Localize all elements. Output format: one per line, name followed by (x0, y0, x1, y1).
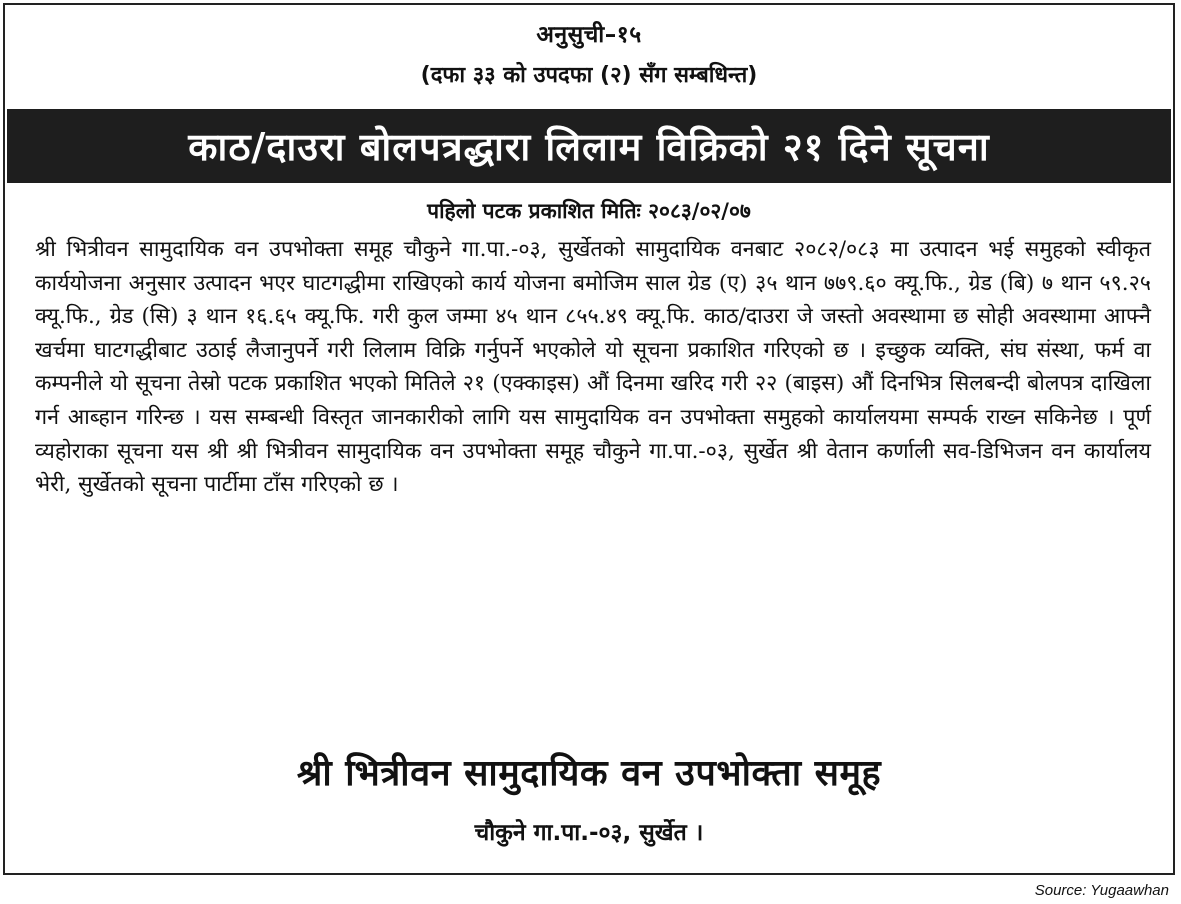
clause-reference: (दफा ३३ को उपदफा (२) सँग सम्बधिन्त) (420, 63, 758, 88)
notice-body: श्री भित्रीवन सामुदायिक वन उपभोक्ता समूह चौकुने गा.पा.-०३, सुर्खेतको सामुदायिक वनबाट २०८२/०८३ मा उत्पादन भई समुहको स्वीकृत कार्ययोजना अनुसार उत्पादन भएर घाटगद्धीमा राखिएको कार्य योजना बमोजिम साल ग्रेड (ए) ३५ थान ७७९.६० क्यू.फि., ग्रेड (बि) ७ थान ५९.२५ क्यू.फि., ग्रेड (सि) ३ थान १६.६५ क्यू.फि. गरी कुल जम्मा ४५ थान ८५५.४९ क्यू.फि. काठ/दाउरा जे जस्तो अवस्थामा छ सोही अवस्थामा आफ्नै खर्चमा घाटगद्धीबाट उठाई लैजानुपर्ने गरी लिलाम विक्रि गर्नुपर्ने भएकोले यो सूचना प्रकाशित गरिएको छ । इच्छुक व्यक्ति, संघ संस्था, फर्म वा कम्पनीले यो सूचना तेस्रो पटक प्रकाशित भएको मितिले २१ (एक्काइस) औं दिनमा खरिद गरी २२ (बाइस) औं दिनभित्र सिलबन्दी बोलपत्र दाखिला गर्न आब्हान गरिन्छ । यस सम्बन्धी विस्तृत जानकारीको लागि यस सामुदायिक वन उपभोक्ता समुहको कार्यालयमा सम्पर्क राख्न सकिनेछ । पूर्ण व्यहोराका सूचना यस श्री श्री भित्रीवन सामुदायिक वन उपभोक्ता समूह चौकुने गा.पा.-०३, सुर्खेत श्री वेतान कर्णाली सव-डिभिजन वन कार्यालय भेरी, सुर्खेतको सूचना पार्टीमा टाँस गरिएको छ । (35, 237, 1151, 498)
notice-frame (3, 3, 1175, 875)
organization-address: चौकुने गा.पा.-०३, सुर्खेत । (474, 820, 704, 846)
notice-title-bar (7, 109, 1171, 183)
schedule-heading: अनुसुची–१५ (536, 22, 642, 48)
notice-title: काठ/दाउरा बोलपत्रद्धारा लिलाम विक्रिको २१ दिने सूचना (188, 125, 990, 169)
source-credit: Source: Yugaawhan (1034, 882, 1169, 899)
organization-name: श्री भित्रीवन सामुदायिक वन उपभोक्ता समूह (296, 753, 882, 794)
first-published-date: पहिलो पटक प्रकाशित मितिः २०८३/०२/०७ (427, 199, 751, 223)
